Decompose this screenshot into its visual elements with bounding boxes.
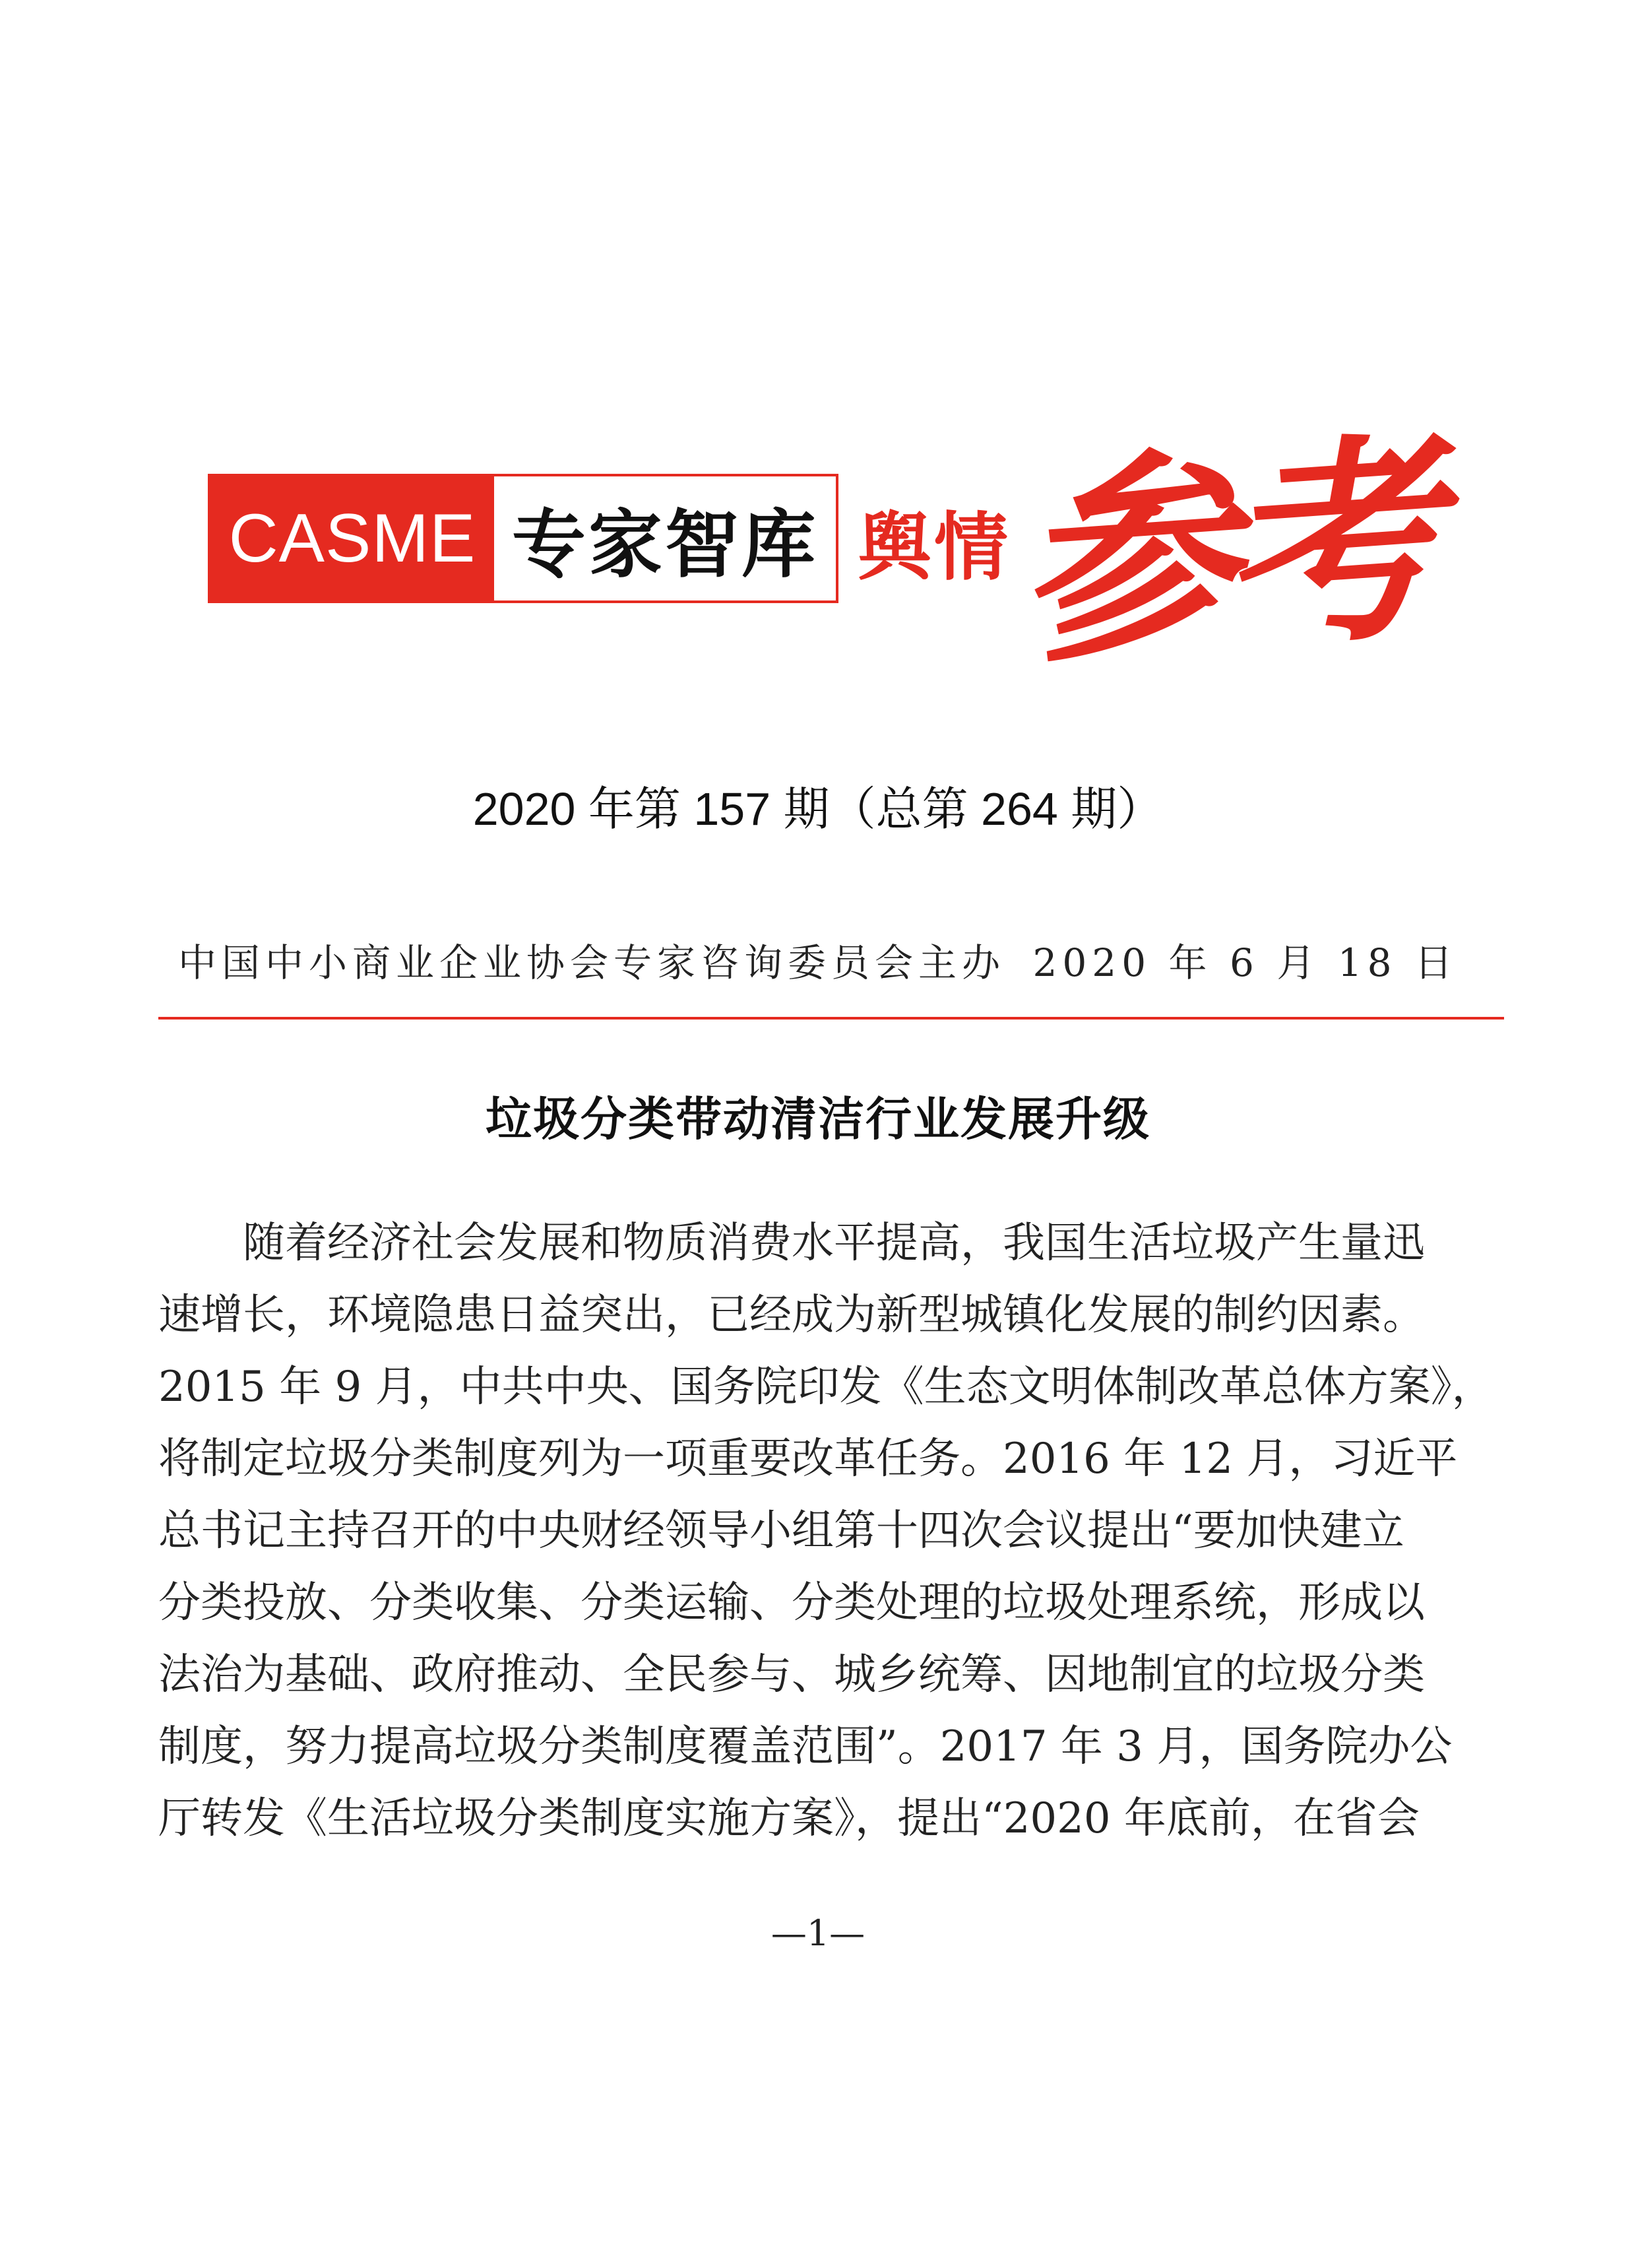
page-number: —1— <box>771 1912 865 1954</box>
header-divider <box>158 1017 1504 1020</box>
publish-date: 2020 年 6 月 18 日 <box>1032 940 1458 985</box>
zhuanjia-label: 专家智库 <box>512 501 818 588</box>
body-line: 法治为基础、政府推动、全民参与、城乡统筹、因地制宜的垃圾分类 <box>158 1650 1425 1699</box>
yuqing-label: 舆情 <box>858 503 1011 591</box>
cankao-calligraphy: 参考 <box>1009 409 1435 694</box>
casme-label: CASME <box>210 476 494 600</box>
body-line: 厅转发《生活垃圾分类制度实施方案》，提出“2020 年底前，在省会 <box>158 1794 1420 1843</box>
body-line: 总书记主持召开的中央财经领导小组第十四次会议提出“要加快建立 <box>158 1507 1404 1555</box>
issue-number: 2020 年第 157 期（总第 264 期） <box>472 783 1164 835</box>
sponsor-text: 中国中小商业企业协会专家咨询委员会主办 <box>178 940 1006 985</box>
body-line: 2015 年 9 月，中共中央、国务院印发《生态文明体制改革总体方案》， <box>158 1363 1494 1411</box>
body-line: 分类投放、分类收集、分类运输、分类处理的垃圾处理系统，形成以 <box>158 1578 1425 1627</box>
body-line: 速增长，环境隐患日益突出，已经成为新型城镇化发展的制约因素。 <box>158 1291 1425 1340</box>
body-line: 制度，努力提高垃圾分类制度覆盖范围”。2017 年 3 月，国务院办公 <box>158 1722 1453 1771</box>
article-title: 垃圾分类带动清洁行业发展升级 <box>486 1091 1150 1146</box>
article-body <box>158 1208 1494 1855</box>
body-line: 将制定垃圾分类制度列为一项重要改革任务。2016 年 12 月，习近平 <box>158 1435 1458 1483</box>
masthead-logo-box <box>208 474 838 603</box>
body-line: 随着经济社会发展和物质消费水平提高，我国生活垃圾产生量迅 <box>243 1219 1425 1268</box>
meta-row <box>178 932 1458 987</box>
